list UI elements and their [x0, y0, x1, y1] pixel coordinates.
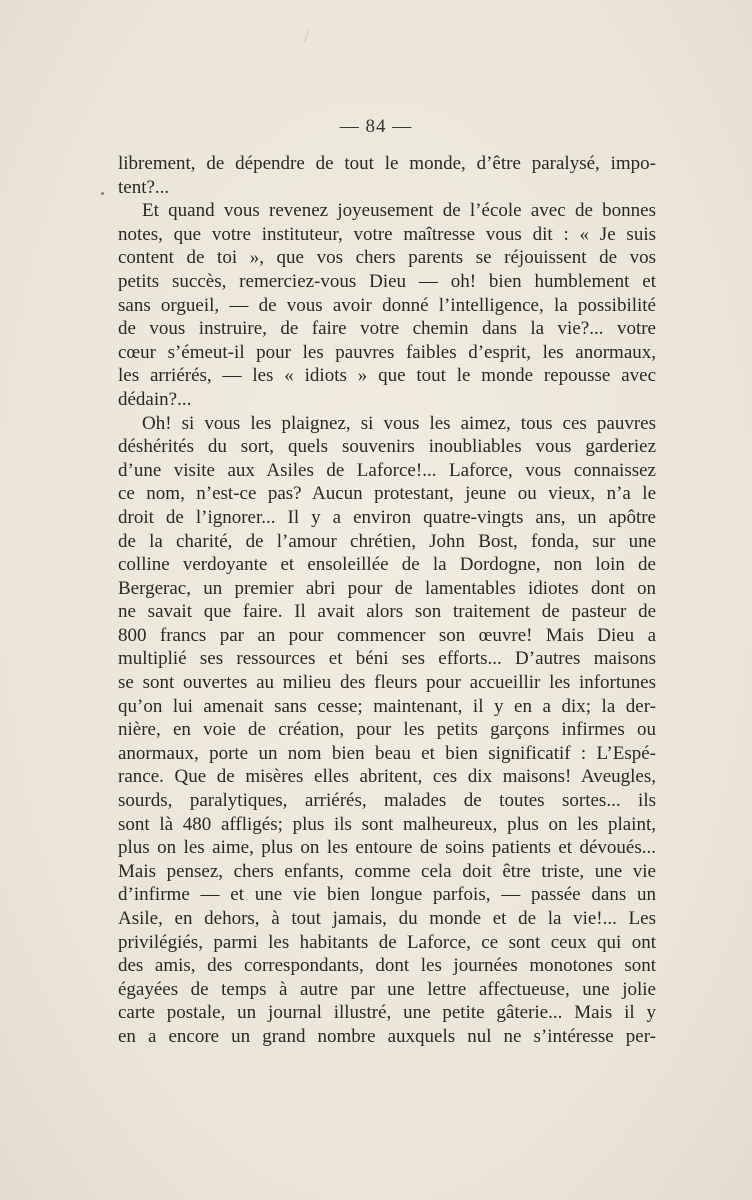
text-line: Bergerac, un premier abri pour de lamentables idiotes dont on: [118, 577, 656, 599]
text-line: sourds, paralytiques, arriérés, malades de toutes sortes... ils: [118, 790, 656, 812]
text-line: d’une visite aux Asiles de Laforce!... Laforce, vous connaissez: [118, 459, 656, 481]
page-number: — 84 —: [339, 116, 413, 137]
text-line: tent?...: [118, 176, 170, 198]
text-line: notes, que votre instituteur, votre maîtresse vous dit : « Je suis: [118, 223, 656, 245]
text-line: carte postale, un journal illustré, une petite gâterie... Mais il y: [118, 1002, 656, 1024]
text-line: librement, de dépendre de tout le monde, d’être paralysé, impo-: [118, 153, 656, 174]
text-line: les arriérés, — les « idiots » que tout le monde repousse avec: [118, 365, 656, 387]
text-line: d’infirme — et une vie bien longue parfois, — passée dans un: [118, 884, 656, 906]
text-line: sans orgueil, — de vous avoir donné l’intelligence, la possibilité: [118, 294, 656, 316]
text-line: Mais pensez, chers enfants, comme cela doit être triste, une vie: [118, 860, 656, 882]
text-line: anormaux, porte un nom bien beau et bien significatif : L’Espé-: [118, 742, 656, 764]
text-line: Et quand vous revenez joyeusement de l’école avec de bonnes: [142, 200, 656, 222]
ink-speck: [101, 192, 104, 195]
text-line: sont là 480 affligés; plus ils sont malheureux, plus on les plaint,: [118, 813, 656, 835]
text-line: privilégiés, parmi les habitants de Laforce, ce sont ceux qui ont: [118, 931, 656, 953]
text-line: des amis, des correspondants, dont les journées monotones sont: [118, 955, 656, 977]
text-line: égayées de temps à autre par une lettre affectueuse, une jolie: [118, 978, 656, 1000]
text-line: qu’on lui amenait sans cesse; maintenant, il y en a dix; la der-: [118, 695, 656, 717]
text-line: rance. Que de misères elles abritent, ces dix maisons! Aveugles,: [118, 766, 656, 788]
text-line: plus on les aime, plus on les entoure de soins patients et dévoués...: [118, 837, 656, 859]
text-line: dédain?...: [118, 388, 192, 410]
body-text: [118, 152, 656, 1049]
text-line: colline verdoyante et ensoleillée de la Dordogne, non loin de: [118, 554, 656, 576]
paper-mark: [304, 30, 309, 42]
text-line: 800 francs par an pour commencer son œuvre! Mais Dieu a: [118, 624, 656, 646]
text-line: nière, en voie de création, pour les petits garçons infirmes ou: [118, 719, 656, 741]
text-line: déshérités du sort, quels souvenirs inoubliables vous garderiez: [118, 436, 656, 458]
text-line: petits succès, remerciez-vous Dieu — oh! bien humblement et: [118, 270, 656, 292]
text-line: de la charité, de l’amour chrétien, John Bost, fonda, sur une: [118, 530, 656, 552]
text-line: Asile, en dehors, à tout jamais, du monde et de la vie!... Les: [118, 908, 656, 929]
text-line: en a encore un grand nombre auxquels nul ne s’intéresse per-: [118, 1025, 656, 1047]
text-line: de vous instruire, de faire votre chemin dans la vie?... votre: [118, 318, 656, 340]
text-line: Oh! si vous les plaignez, si vous les aimez, tous ces pauvres: [142, 412, 656, 434]
text-line: content de toi », que vos chers parents se réjouissent de vos: [118, 247, 656, 269]
text-line: multiplié ses ressources et béni ses efforts... D’autres maisons: [118, 648, 656, 670]
text-line: se sont ouvertes au milieu des fleurs pour accueillir les infortunes: [118, 672, 656, 694]
text-line: ne savait que faire. Il avait alors son traitement de pasteur de: [118, 601, 656, 623]
text-line: ce nom, n’est-ce pas? Aucun protestant, jeune ou vieux, n’a le: [118, 483, 656, 505]
text-line: droit de l’ignorer... Il y a environ quatre-vingts ans, un apôtre: [118, 506, 656, 528]
text-line: cœur s’émeut-il pour les pauvres faibles d’esprit, les anormaux,: [118, 341, 656, 363]
